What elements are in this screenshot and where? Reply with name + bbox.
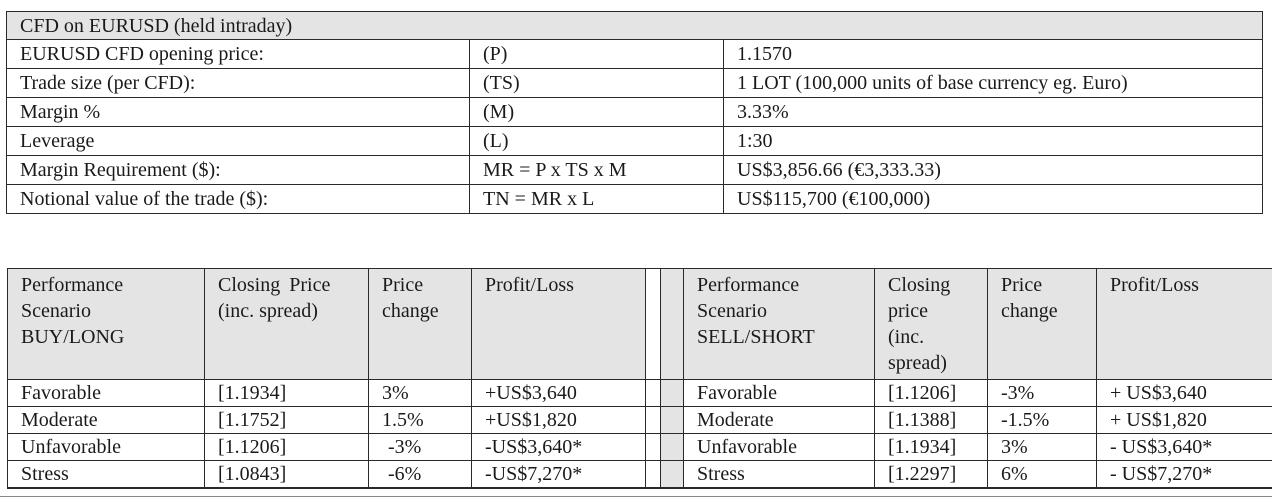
- spec-label: Notional value of the trade ($):: [7, 185, 470, 214]
- buy-change: 1.5%: [369, 407, 472, 434]
- spec-value: 1 LOT (100,000 units of base currency eg. Euro): [724, 69, 1263, 98]
- buy-scenario: Stress: [8, 461, 205, 489]
- gutter-left: [646, 434, 661, 461]
- spec-row: [7, 156, 1263, 185]
- sell-change: 6%: [988, 461, 1097, 489]
- sell-change: -3%: [988, 380, 1097, 407]
- spec-row: [7, 40, 1263, 69]
- scenario-row: [8, 407, 1272, 434]
- buy-change-header: Price change: [369, 269, 472, 380]
- sell-closing: [1.1934]: [875, 434, 988, 461]
- spec-symbol: (M): [470, 98, 724, 127]
- sell-scenario: Favorable: [684, 380, 875, 407]
- sell-change: 3%: [988, 434, 1097, 461]
- buy-pl: -US$3,640*: [472, 434, 646, 461]
- spec-value: 1:30: [724, 127, 1263, 156]
- buy-scenario-header: Performance Scenario BUY/LONG: [8, 269, 205, 380]
- sell-pl: + US$3,640: [1097, 380, 1272, 407]
- sell-change-header: Price change: [988, 269, 1097, 380]
- spec-row: [7, 185, 1263, 214]
- sell-closing: [1.2297]: [875, 461, 988, 489]
- gutter-left: [646, 380, 661, 407]
- buy-scenario: Moderate: [8, 407, 205, 434]
- spec-symbol: (P): [470, 40, 724, 69]
- buy-change: -3%: [369, 434, 472, 461]
- spec-value: 3.33%: [724, 98, 1263, 127]
- sell-scenario: Moderate: [684, 407, 875, 434]
- spec-symbol: MR = P x TS x M: [470, 156, 724, 185]
- buy-pl: +US$3,640: [472, 380, 646, 407]
- scenario-row: [8, 461, 1272, 489]
- scenario-header-row: [8, 269, 1272, 380]
- buy-closing-header: Closing Price (inc. spread): [205, 269, 369, 380]
- spec-value: 1.1570: [724, 40, 1263, 69]
- bottom-divider: [0, 496, 1272, 497]
- performance-scenario-table: [7, 268, 1272, 489]
- buy-pl: +US$1,820: [472, 407, 646, 434]
- gutter-left: [646, 461, 661, 489]
- buy-closing: [1.1206]: [205, 434, 369, 461]
- sell-change: -1.5%: [988, 407, 1097, 434]
- spec-row: [7, 98, 1263, 127]
- spec-symbol: (L): [470, 127, 724, 156]
- buy-pl-header: Profit/Loss: [472, 269, 646, 380]
- gutter-column: [661, 461, 684, 489]
- spec-label: Margin Requirement ($):: [7, 156, 470, 185]
- spec-symbol: TN = MR x L: [470, 185, 724, 214]
- buy-scenario: Favorable: [8, 380, 205, 407]
- buy-change: -6%: [369, 461, 472, 489]
- spec-row: [7, 69, 1263, 98]
- buy-closing: [1.0843]: [205, 461, 369, 489]
- spec-value: US$115,700 (€100,000): [724, 185, 1263, 214]
- scenario-row: [8, 380, 1272, 407]
- sell-scenario-header: Performance Scenario SELL/SHORT: [684, 269, 875, 380]
- sell-closing: [1.1206]: [875, 380, 988, 407]
- spec-table-title: CFD on EURUSD (held intraday): [7, 12, 1263, 40]
- sell-pl: + US$1,820: [1097, 407, 1272, 434]
- buy-change: 3%: [369, 380, 472, 407]
- sell-pl: - US$7,270*: [1097, 461, 1272, 489]
- cfd-spec-table: [6, 11, 1263, 214]
- spec-row: [7, 127, 1263, 156]
- sell-pl: - US$3,640*: [1097, 434, 1272, 461]
- spec-symbol: (TS): [470, 69, 724, 98]
- sell-scenario: Unfavorable: [684, 434, 875, 461]
- spec-label: Trade size (per CFD):: [7, 69, 470, 98]
- gutter-column: [661, 269, 684, 380]
- spec-label: EURUSD CFD opening price:: [7, 40, 470, 69]
- buy-scenario: Unfavorable: [8, 434, 205, 461]
- sell-closing: [1.1388]: [875, 407, 988, 434]
- buy-closing: [1.1752]: [205, 407, 369, 434]
- spec-label: Leverage: [7, 127, 470, 156]
- spec-title-row: [7, 12, 1263, 40]
- buy-closing: [1.1934]: [205, 380, 369, 407]
- scenario-row: [8, 434, 1272, 461]
- buy-pl: -US$7,270*: [472, 461, 646, 489]
- gutter-left: [646, 269, 661, 380]
- spec-label: Margin %: [7, 98, 470, 127]
- gutter-left: [646, 407, 661, 434]
- sell-pl-header: Profit/Loss: [1097, 269, 1272, 380]
- gutter-column: [661, 434, 684, 461]
- spec-value: US$3,856.66 (€3,333.33): [724, 156, 1263, 185]
- sell-scenario: Stress: [684, 461, 875, 489]
- gutter-column: [661, 380, 684, 407]
- gutter-column: [661, 407, 684, 434]
- sell-closing-header: Closing price (inc. spread): [875, 269, 988, 380]
